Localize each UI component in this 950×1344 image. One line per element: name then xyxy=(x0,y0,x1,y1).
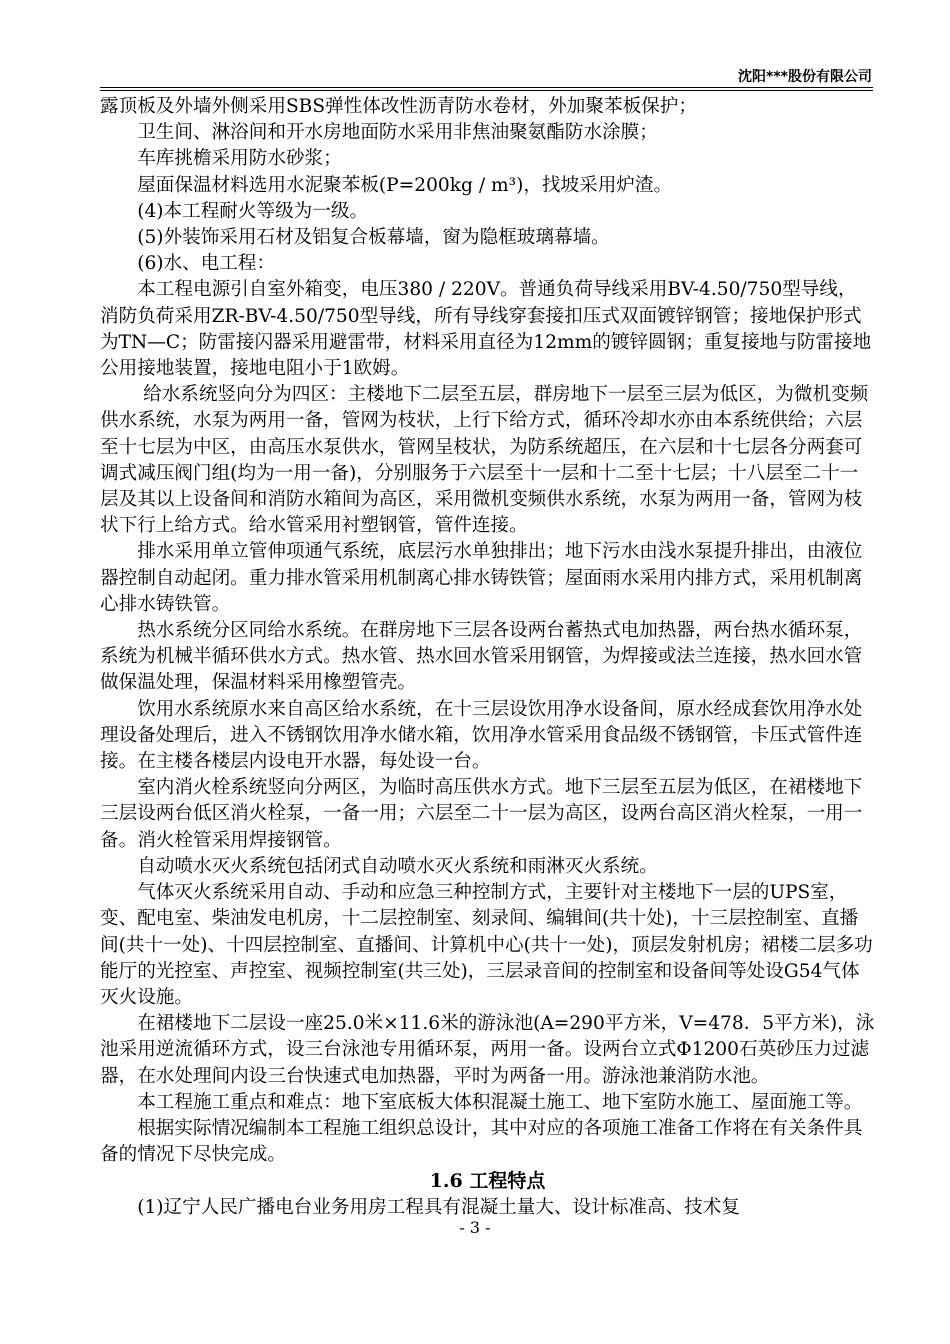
paragraph: (5)外装饰采用石材及铝复合板幕墙，窗为隐框玻璃幕墙。 xyxy=(137,227,610,249)
paragraph: 本工程施工重点和难点：地下室底板大体积混凝土施工、地下室防水施工、屋面施工等。 xyxy=(137,1091,863,1113)
body-text xyxy=(100,94,875,1221)
header-rule xyxy=(100,87,873,88)
section-heading: 1.6 工程特点 xyxy=(429,1170,546,1193)
header-company-name: 沈阳***股份有限公司 xyxy=(738,69,872,85)
paragraph: 排水采用单立管伸项通气系统，底层污水单独排出；地下污水由浅水泵提升排出，由液位器控制自动起闭。重力排水管采用机制离心排水铸铁管；屋面雨水采用内排方式，采用机制离心排水铸铁管。 xyxy=(100,541,863,615)
paragraph: 给水系统竖向分为四区：主楼地下二层至五层，群房地下一层至三层为低区，为微机变频供水系统，水泵为两用一备，管网为枝状，上行下给方式，循环冷却水亦由本系统供给；六层至十七层为中区，由高压水泵供水，管网呈枝状，为防系统超压，在六层和十七层各分两套可调式减压阀门组(均为一用一备)，分别服务于六层至十一层和十二至十七层；十八层至二十一层及其以上设备间和消防水箱间为高区，采用微机变频供水系统，水泵为两用一备，管网为枝状下行上给方式。给水管采用衬塑钢管，管件连接。 xyxy=(100,384,869,537)
section-first-line: (1)辽宁人民广播电台业务用房工程具有混凝土量大、设计标准高、技术复 xyxy=(137,1196,740,1218)
paragraph: 屋面保温材料选用水泥聚苯板(P=200kg / m³)，找坡采用炉渣。 xyxy=(137,174,673,196)
paragraph: (6)水、电工程： xyxy=(137,253,276,275)
paragraph: 车库挑檐采用防水砂浆； xyxy=(137,148,342,170)
paragraph: 在裙楼地下二层设一座25.0米×11.6米的游泳池(A=290平方米，V=478．5平方米)，泳池采用逆流循环方式，设三台泳池专用循环泵，两用一备。设两台立式Φ1200石英砂压力过滤器，在水处理间内设三台快速式电加热器，平时为两备一用。游泳池兼消防水池。 xyxy=(100,1013,875,1087)
page-number: - 3 - xyxy=(459,1218,491,1237)
paragraph: 卫生间、淋浴间和开水房地面防水采用非焦油聚氨酯防水涂膜； xyxy=(137,122,658,144)
paragraph: 本工程电源引自室外箱变，电压380 / 220V。普通负荷导线采用BV-4.50/750型导线，消防负荷采用ZR-BV-4.50/750型导线，所有导线穿套接扣压式双面镀锌钢管；接地保护形式为TN—C；防雷接闪器采用避雷带，材料采用直径为12mm的镀锌圆钢；重复接地与防雷接地公用接地装置，接地电阻小于1欧姆。 xyxy=(100,279,872,380)
paragraph: 自动喷水灭火系统包括闭式自动喷水灭火系统和雨淋灭火系统。 xyxy=(137,855,658,877)
paragraph: 热水系统分区同给水系统。在群房地下三层各设两台蓄热式电加热器，两台热水循环泵，系统为机械半循环供水方式。热水管、热水回水管采用钢管，为焊接或法兰连接，热水回水管做保温处理，保温材料采用橡塑管壳。 xyxy=(100,620,863,694)
paragraph: (4)本工程耐火等级为一级。 xyxy=(137,200,369,222)
paragraph: 室内消火栓系统竖向分两区，为临时高压供水方式。地下三层至五层为低区，在裙楼地下三层设两台低区消火栓泵，一备一用；六层至二十一层为高区，设两台高区消火栓泵，一用一备。消火栓管采用焊接钢管。 xyxy=(100,777,863,851)
paragraph: 饮用水系统原水来自高区给水系统，在十三层设饮用净水设备间，原水经成套饮用净水处理设备处理后，进入不锈钢饮用净水储水箱，饮用净水管采用食品级不锈钢管，卡压式管件连接。在主楼各楼层内设电开水器，每处设一台。 xyxy=(100,698,863,773)
paragraph: 露顶板及外墙外侧采用SBS弹性体改性沥青防水卷材，外加聚苯板保护； xyxy=(100,96,697,117)
header-rule-thin xyxy=(100,90,873,91)
paragraph: 根据实际情况编制本工程施工组织总设计，其中对应的各项施工准备工作将在有关条件具备的情况下尽快完成。 xyxy=(100,1117,863,1166)
paragraph: 气体灭火系统采用自动、手动和应急三种控制方式，主要针对主楼地下一层的UPS室，变、配电室、柴油发电机房，十二层控制室、刻录间、编辑间(共十处)，十三层控制室、直播间(共十一处)、十四层控制室、直播间、计算机中心(共十一处)，顶层发射机房；裙楼二层多功能厅的光控室、声控室、视频控制室(共三处)，三层录音间的控制室和设备间等处设G54气体灭火设施。 xyxy=(100,882,873,1008)
